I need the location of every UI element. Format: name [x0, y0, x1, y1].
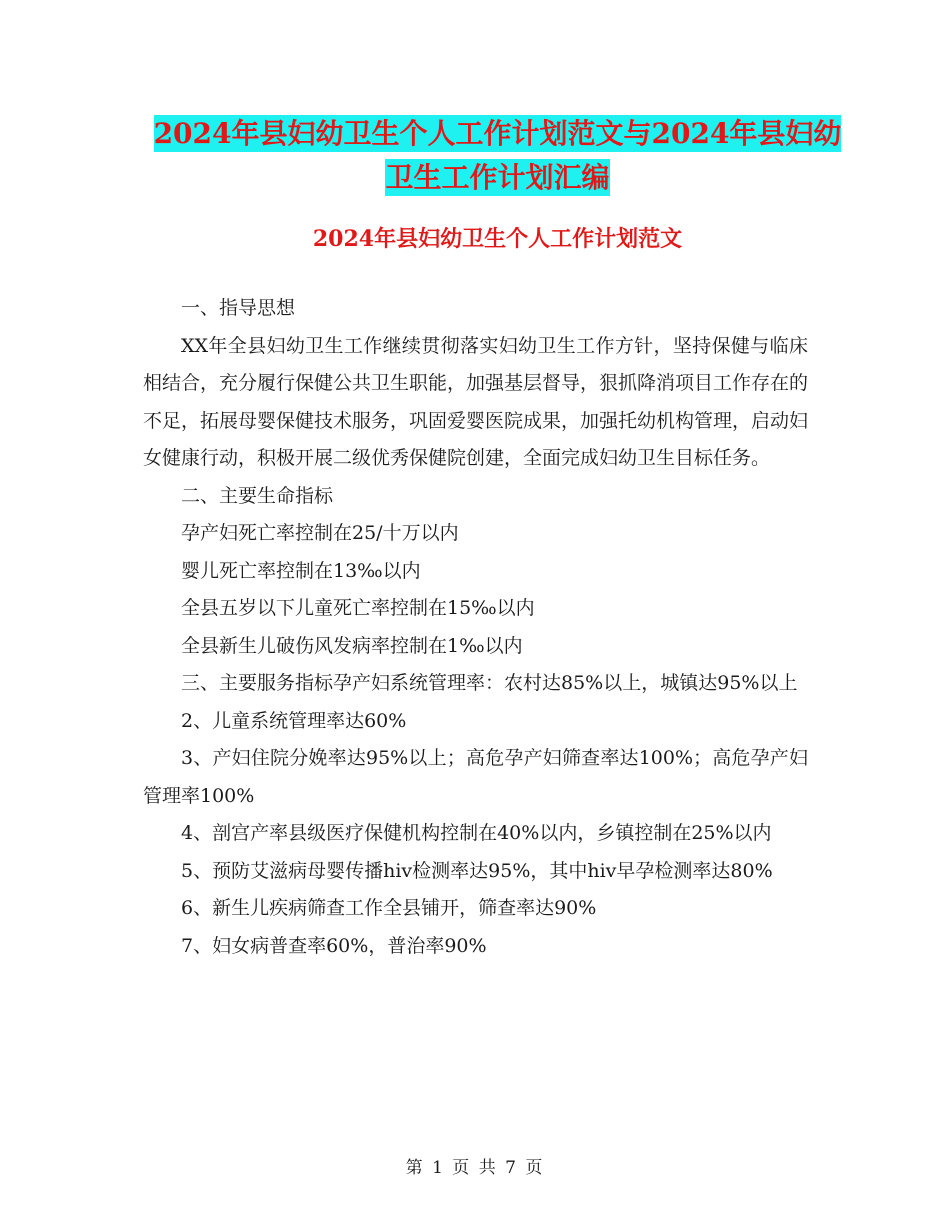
paragraph-item-2: 2、儿童系统管理率达60%	[181, 709, 407, 732]
main-title-line-2	[140, 156, 855, 196]
paragraph-indicator-maternal: 孕产妇死亡率控制在25/十万以内	[181, 522, 459, 544]
paragraph-item-4: 4、剖宫产率县级医疗保健机构控制在40%以内，乡镇控制在25%以内	[181, 822, 772, 844]
paragraph-indicator-under-five: 全县五岁以下儿童死亡率控制在15‰以内	[181, 597, 535, 619]
section-title: 2024年县妇幼卫生个人工作计划范文	[312, 226, 683, 252]
main-title-highlight-1: 2024年县妇幼卫生个人工作计划范文与2024年县妇幼	[153, 117, 842, 150]
paragraph-guiding-thought-text: XX年全县妇幼卫生工作继续贯彻落实妇幼卫生工作方针，坚持保健与临床相结合，充分履行保健公共卫生职能，加强基层督导，狠抓降消项目工作存在的不足，拓展母婴保健技术服务，巩固爱婴医院成果，加强托幼机构管理，启动妇女健康行动，积极开展二级优秀保健院创建，全面完成妇幼卫生目标任务。	[143, 334, 809, 469]
paragraph-indicator-tetanus: 全县新生儿破伤风发病率控制在1‰以内	[181, 634, 523, 657]
paragraph-heading-guiding-thought: 一、指导思想	[181, 297, 296, 319]
main-title-highlight-2: 卫生工作计划汇编	[385, 161, 610, 194]
paragraph-item-3: 3、产妇住院分娩率达95%以上；高危孕产妇筛查率达100%；高危孕产妇管理率100%	[143, 747, 808, 807]
paragraph-item-7: 7、妇女病普查率60%，普治率90%	[181, 934, 487, 957]
paragraph-indicator-infant: 婴儿死亡率控制在13‰以内	[181, 559, 421, 582]
page-footer: 第 1 页 共 7 页	[405, 1158, 545, 1178]
paragraph-service-indicators: 三、主要服务指标孕产妇系统管理率：农村达85%以上，城镇达95%以上	[181, 672, 798, 694]
document-body	[143, 290, 808, 965]
paragraph-item-6: 6、新生儿疾病筛查工作全县铺开，筛查率达90%	[181, 897, 597, 919]
main-title-line-1	[140, 112, 855, 152]
paragraph-item-5: 5、预防艾滋病母婴传播hiv检测率达95%，其中hiv早孕检测率达80%	[181, 859, 773, 882]
paragraph-heading-life-indicators: 二、主要生命指标	[181, 484, 334, 507]
